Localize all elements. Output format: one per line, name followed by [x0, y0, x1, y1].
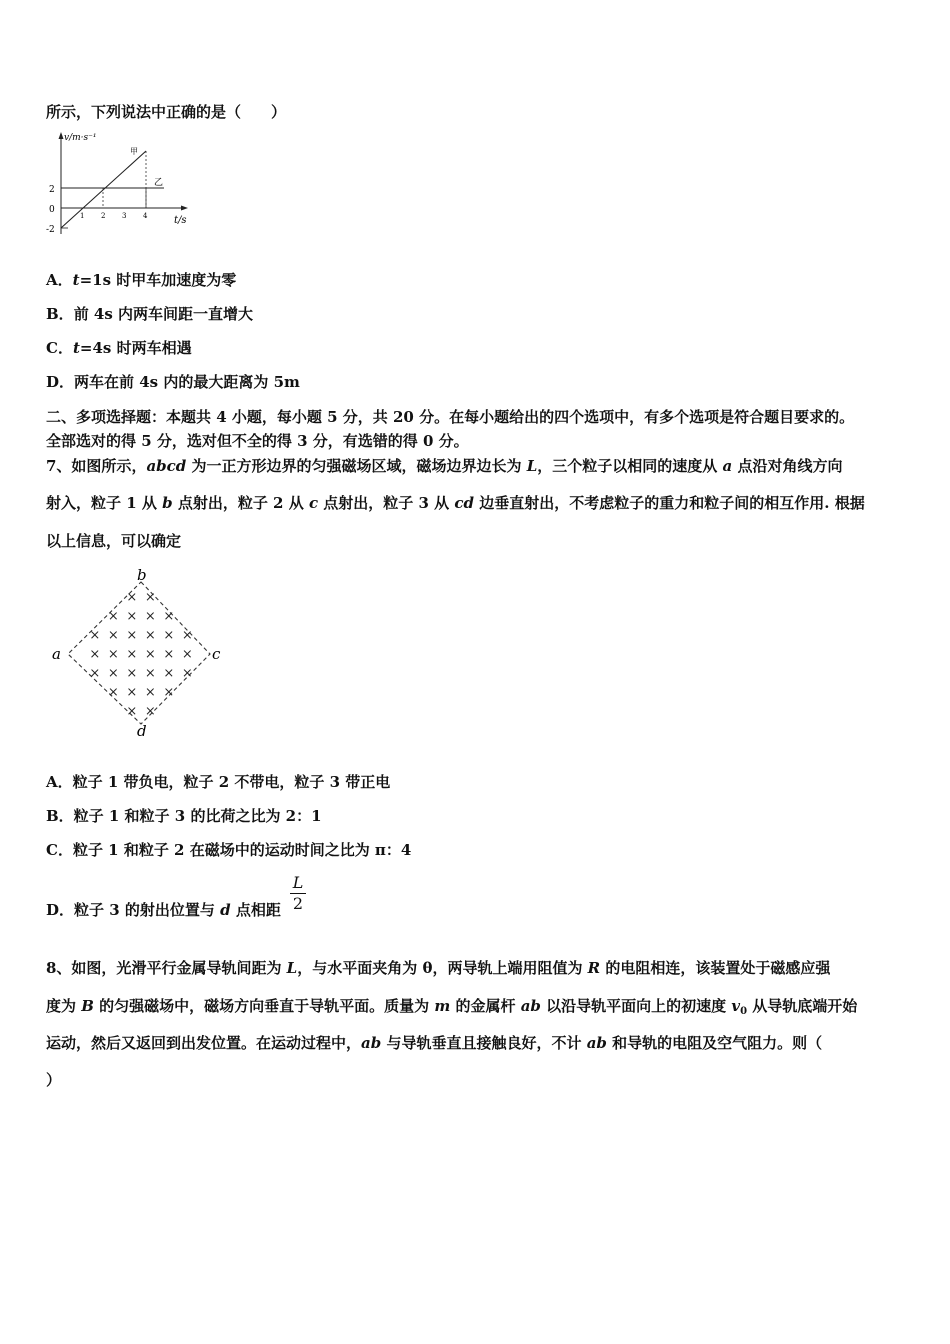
- field-cross: ×: [89, 666, 101, 681]
- graph-ytick-0: 0: [49, 205, 55, 215]
- graph-xtick-4: 4: [143, 212, 148, 220]
- graph-ylabel: v/m·s⁻¹: [64, 133, 97, 143]
- graph-xlabel: t/s: [174, 215, 187, 226]
- q8-stem-line1: 8、如图，光滑平行金属导轨间距为 L，与水平面夹角为 θ，两导轨上端用阻值为 R 的电阻相连，该装置处于磁感应强: [46, 959, 831, 977]
- q6-option-c: C．t=4s 时两车相遇: [46, 339, 192, 357]
- field-cross: ×: [144, 685, 156, 700]
- q7-stem-line1: 7、如图所示，abcd 为一正方形边界的匀强磁场区域，磁场边界边长为 L，三个粒子以相同的速度从 a 点沿对角线方向: [46, 457, 843, 475]
- q6-option-d: D．两车在前 4s 内的最大距离为 5m: [46, 373, 300, 391]
- field-cross: ×: [126, 704, 138, 719]
- graph-xtick-3: 3: [122, 212, 127, 220]
- q8-stem-line2: 度为 B 的匀强磁场中，磁场方向垂直于导轨平面。质量为 m 的金属杆 ab 以沿导轨平面向上的初速度 $v_0$ 从导轨底端开始: [46, 997, 858, 1017]
- field-crosses: [89, 590, 192, 719]
- graph-label-jia: 甲: [130, 147, 138, 156]
- field-cross: ×: [126, 666, 138, 681]
- field-cross: ×: [107, 647, 119, 662]
- field-cross: ×: [163, 647, 175, 662]
- field-cross: ×: [181, 628, 193, 643]
- field-cross: ×: [163, 609, 175, 624]
- field-cross: ×: [144, 704, 156, 719]
- field-cross: ×: [89, 628, 101, 643]
- field-cross: ×: [107, 628, 119, 643]
- section2-line2: 全部选对的得 5 分，选对但不全的得 3 分，有选错的得 0 分。: [46, 432, 469, 450]
- field-cross: ×: [181, 666, 193, 681]
- magnetic-field-square-diagram: [48, 564, 228, 744]
- field-cross: ×: [144, 628, 156, 643]
- vertex-b-label: b: [137, 566, 147, 584]
- q7-option-a: A．粒子 1 带负电，粒子 2 不带电，粒子 3 带正电: [46, 773, 391, 791]
- q7-option-d: D．粒子 3 的射出位置与 d 点相距: [46, 901, 281, 919]
- velocity-time-graph: [44, 128, 204, 240]
- q8-stem-line4: ）: [46, 1071, 62, 1089]
- field-cross: ×: [107, 666, 119, 681]
- q7-option-c: C．粒子 1 和粒子 2 在磁场中的运动时间之比为 π：4: [46, 841, 412, 859]
- section2-line1: 二、多项选择题：本题共 4 小题，每小题 5 分，共 20 分。在每小题给出的四个选项中，有多个选项是符合题目要求的。: [46, 408, 855, 426]
- field-cross: ×: [163, 628, 175, 643]
- field-cross: ×: [107, 609, 119, 624]
- q7-stem-line2: 射入，粒子 1 从 b 点射出，粒子 2 从 c 点射出，粒子 3 从 cd 边垂直射出，不考虑粒子的重力和粒子间的相互作用. 根据: [46, 494, 865, 512]
- q6-stem: 所示，下列说法中正确的是（ ）: [46, 103, 287, 121]
- q6-option-b: B．前 4s 内两车间距一直增大: [46, 305, 254, 323]
- graph-xtick-2: 2: [101, 212, 106, 220]
- vertex-a-label: a: [52, 645, 61, 663]
- field-cross: ×: [126, 590, 138, 605]
- field-cross: ×: [126, 609, 138, 624]
- graph-label-yi: 乙: [154, 178, 164, 188]
- field-cross: ×: [163, 666, 175, 681]
- field-cross: ×: [144, 666, 156, 681]
- field-cross: ×: [163, 685, 175, 700]
- graph-xtick-1: 1: [80, 212, 85, 220]
- field-cross: ×: [126, 685, 138, 700]
- q7-option-b: B．粒子 1 和粒子 3 的比荷之比为 2：1: [46, 807, 322, 825]
- field-cross: ×: [144, 590, 156, 605]
- field-cross: ×: [144, 609, 156, 624]
- vertex-d-label: d: [137, 722, 147, 740]
- q6-option-a: A．t=1s 时甲车加速度为零: [46, 271, 237, 289]
- field-cross: ×: [181, 647, 193, 662]
- field-cross: ×: [107, 685, 119, 700]
- field-cross: ×: [126, 647, 138, 662]
- field-cross: ×: [89, 647, 101, 662]
- fraction-l-over-2: L 2: [290, 874, 306, 913]
- field-cross: ×: [126, 628, 138, 643]
- q7-stem-line3: 以上信息，可以确定: [46, 532, 182, 550]
- graph-ytick-2: 2: [49, 185, 55, 195]
- graph-ytick-neg2: -2: [46, 225, 55, 235]
- vertex-c-label: c: [212, 645, 221, 663]
- field-cross: ×: [144, 647, 156, 662]
- q8-stem-line3: 运动，然后又返回到出发位置。在运动过程中，ab 与导轨垂直且接触良好，不计 ab 和导轨的电阻及空气阻力。则（: [46, 1034, 823, 1052]
